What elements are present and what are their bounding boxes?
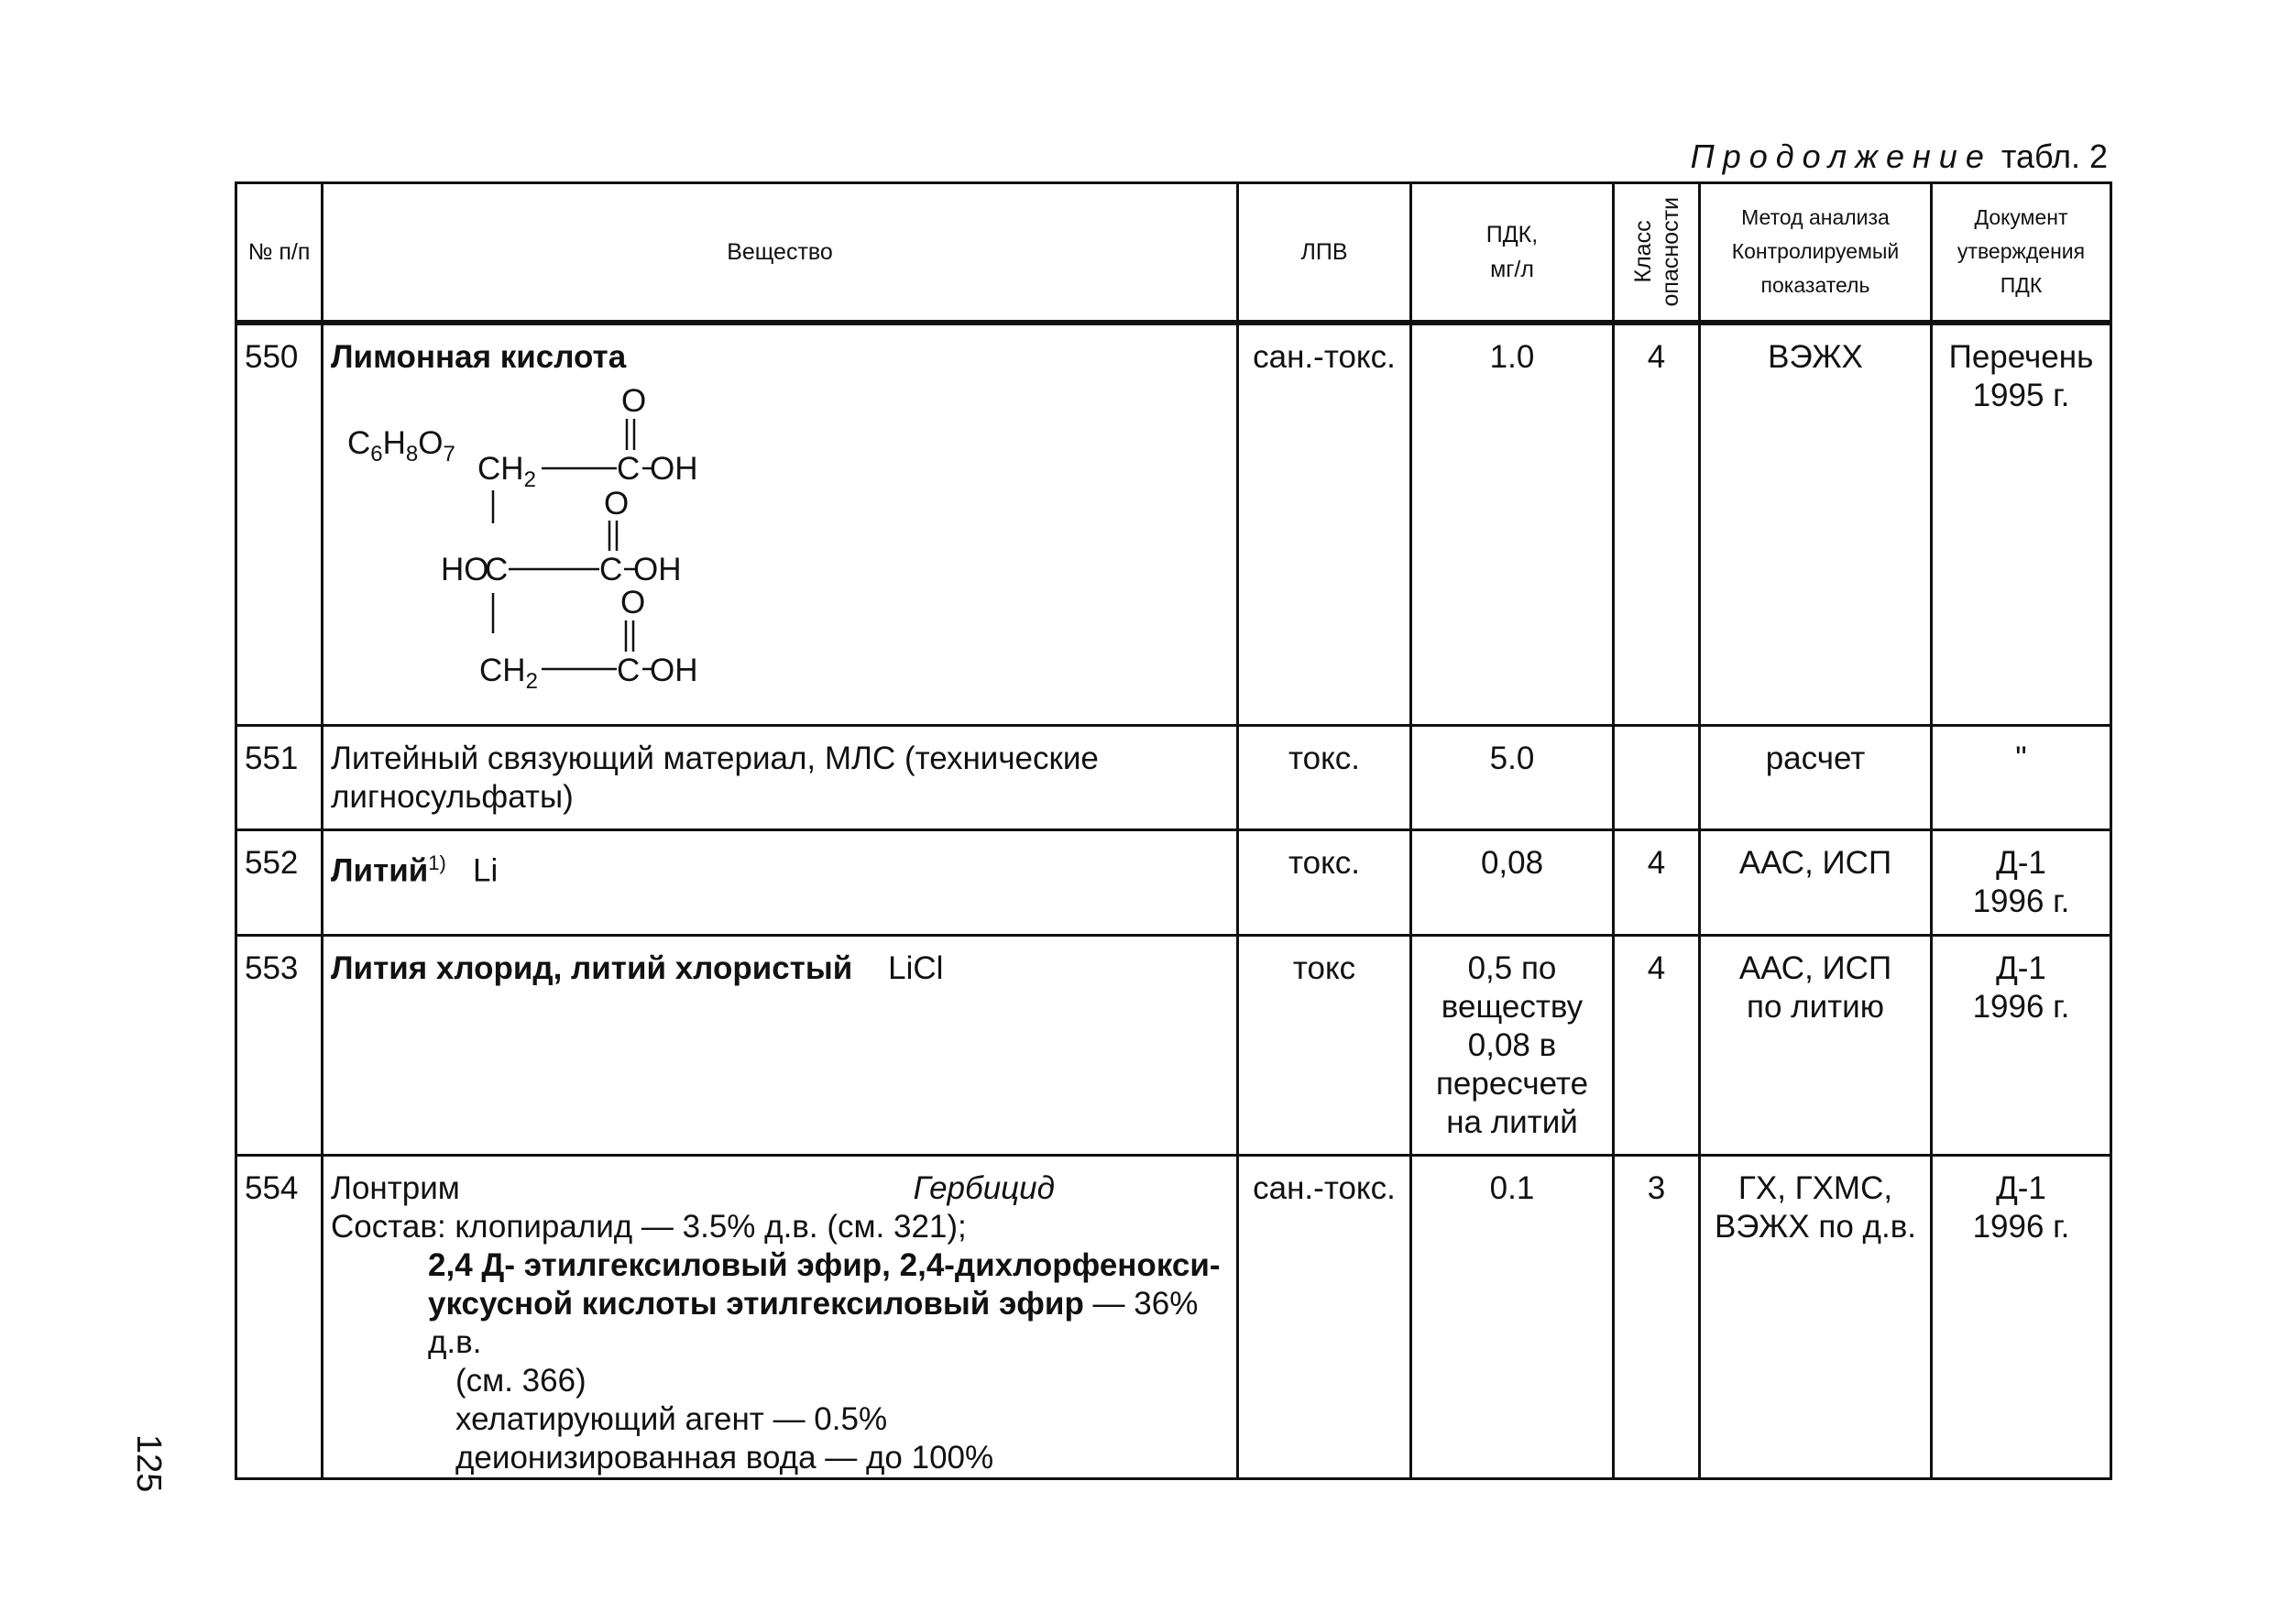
row-pdk: 5.0 bbox=[1411, 726, 1614, 830]
row-lpv: сан.-токс. bbox=[1238, 323, 1411, 726]
row-hazard: 4 bbox=[1614, 323, 1700, 726]
molecular-formula: $C_6H_8O_7$ bbox=[347, 424, 455, 466]
row-hazard: 3 bbox=[1614, 1156, 1700, 1479]
row-method: расчет bbox=[1700, 726, 1932, 830]
row-num: 554 bbox=[236, 1156, 323, 1479]
table-row bbox=[236, 726, 2111, 830]
struct-o-top: O bbox=[621, 382, 647, 419]
svg-text:C: C bbox=[599, 551, 623, 587]
header-lpv: ЛПВ bbox=[1238, 183, 1411, 323]
row-num: 550 bbox=[236, 323, 323, 726]
row-document: Д-1 1996 г. bbox=[1932, 1156, 2111, 1479]
row-pdk: 1.0 bbox=[1411, 323, 1614, 726]
table-row bbox=[236, 1156, 2111, 1479]
row-document: Д-1 1996 г. bbox=[1932, 830, 2111, 936]
row-document: Д-1 1996 г. bbox=[1932, 936, 2111, 1156]
row-substance: Лития хлорид, литий хлористый LiCl bbox=[323, 936, 1238, 1156]
row-hazard: 4 bbox=[1614, 936, 1700, 1156]
struct-ch2-top: $CH_2$ bbox=[477, 450, 536, 492]
row-lpv: токс bbox=[1238, 936, 1411, 1156]
row-document: Перечень 1995 г. bbox=[1932, 323, 2111, 726]
row-substance bbox=[323, 323, 1238, 726]
header-pdk bbox=[1411, 183, 1614, 323]
table-header-row bbox=[236, 183, 2111, 323]
citric-acid-structure bbox=[331, 377, 1236, 707]
substance-type: Гербицид bbox=[913, 1170, 1055, 1206]
struct-ho: HO bbox=[441, 551, 489, 587]
row-document: " bbox=[1932, 726, 2111, 830]
row-lpv: токс. bbox=[1238, 726, 1411, 830]
substance-name: Лимонная кислота bbox=[331, 338, 627, 375]
svg-text:C: C bbox=[617, 652, 641, 688]
row-pdk: 0.1 bbox=[1411, 1156, 1614, 1479]
header-pdk-label: ПДК, bbox=[1485, 221, 1539, 247]
row-num: 553 bbox=[236, 936, 323, 1156]
page-number: 125 bbox=[129, 1434, 168, 1493]
composition-ester: 2,4 Д- этилгексиловый эфир, 2,4-дихлорфенокси- уксусной кислоты этилгексиловый эфир — 36% д.в. bbox=[428, 1247, 1221, 1360]
row-pdk: 0,08 bbox=[1411, 830, 1614, 936]
svg-text:OH: OH bbox=[650, 450, 698, 487]
row-lpv: токс. bbox=[1238, 830, 1411, 936]
row-substance bbox=[323, 1156, 1238, 1479]
struct-ch2-bottom: $CH_2$ bbox=[479, 652, 538, 694]
svg-text:OH: OH bbox=[650, 652, 698, 688]
caption-continuation: Продолжение bbox=[1690, 137, 1992, 175]
header-num: № п/п bbox=[236, 183, 323, 323]
svg-text:OH: OH bbox=[633, 551, 682, 587]
row-method: ГХ, ГХМС, ВЭЖХ по д.в. bbox=[1700, 1156, 1932, 1479]
row-method: ААС, ИСП по литию bbox=[1700, 936, 1932, 1156]
header-hazard-label: Класс опасности bbox=[1629, 197, 1683, 307]
caption-table-ref: табл. 2 bbox=[2001, 137, 2108, 175]
row-num: 552 bbox=[236, 830, 323, 936]
header-pdk-unit: мг/л bbox=[1490, 256, 1534, 282]
table-row bbox=[236, 323, 2111, 726]
struct-o-bottom: O bbox=[620, 584, 646, 620]
row-substance: Литейный связующий материал, МЛС (технические лигносульфаты) bbox=[323, 726, 1238, 830]
composition-ref: (см. 366) bbox=[455, 1363, 586, 1399]
svg-text:C: C bbox=[485, 551, 509, 587]
table-caption bbox=[1631, 137, 2108, 176]
header-method: Метод анализа Контролируемый показатель bbox=[1700, 183, 1932, 323]
row-substance: Литий$^{1)}$ Li bbox=[323, 830, 1238, 936]
struct-o-middle: O bbox=[604, 485, 630, 521]
table-row bbox=[236, 830, 2111, 936]
header-hazard bbox=[1614, 183, 1700, 323]
header-substance: Вещество bbox=[323, 183, 1238, 323]
substance-name: Лонтрим bbox=[331, 1170, 460, 1206]
structural-formula-diagram bbox=[441, 377, 826, 707]
row-lpv: сан.-токс. bbox=[1238, 1156, 1411, 1479]
table-row bbox=[236, 936, 2111, 1156]
row-pdk: 0,5 по веществу 0,08 в пересчете на литий bbox=[1411, 936, 1614, 1156]
composition-chelating: хелатирующий агент — 0.5% bbox=[455, 1401, 888, 1437]
row-hazard: 4 bbox=[1614, 830, 1700, 936]
substances-table bbox=[235, 181, 2112, 1480]
header-document: Документ утверждения ПДК bbox=[1932, 183, 2111, 323]
row-method: ВЭЖХ bbox=[1700, 323, 1932, 726]
svg-text:C: C bbox=[617, 450, 641, 487]
row-method: ААС, ИСП bbox=[1700, 830, 1932, 936]
composition-label: Состав: клопиралид — 3.5% д.в. (см. 321); bbox=[331, 1209, 967, 1245]
row-num: 551 bbox=[236, 726, 323, 830]
row-hazard bbox=[1614, 726, 1700, 830]
composition-water: деионизированная вода — до 100% bbox=[455, 1440, 994, 1476]
